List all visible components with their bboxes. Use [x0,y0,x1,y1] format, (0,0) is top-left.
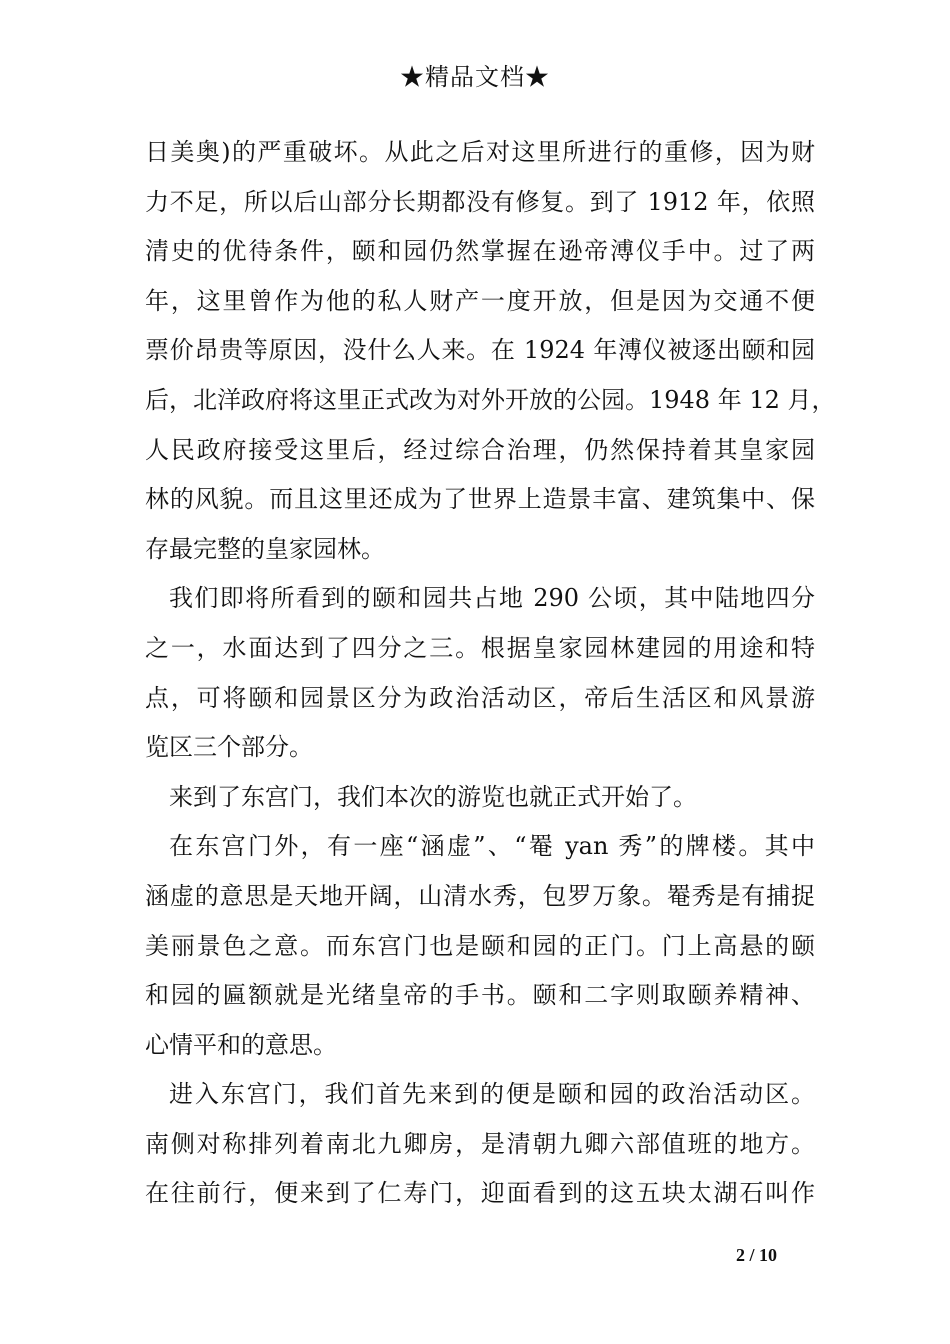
text-line: 之一，水面达到了四分之三。根据皇家园林建园的用途和特 [145,633,815,662]
text-line: 力不足，所以后山部分长期都没有修复。到了 1912 年，依照 [145,187,815,216]
text-line: 存最完整的皇家园林。 [145,534,385,563]
text-line: 票价昂贵等原因，没什么人来。在 1924 年溥仪被逐出颐和园 [145,336,815,365]
text-line: 和园的匾额就是光绪皇帝的手书。颐和二字则取颐养精神、 [145,981,815,1010]
text-line: 年，这里曾作为他的私人财产一度开放，但是因为交通不便 [145,286,815,315]
paragraph-4 [145,822,815,1070]
text-line: 日美奥)的严重破坏。从此之后对这里所进行的重修，因为财 [145,138,815,166]
paragraph-3 [145,773,815,823]
paragraph-1 [145,128,836,574]
text-line: 心情平和的意思。 [145,1030,337,1059]
text-line: 览区三个部分。 [145,733,313,762]
text-line: 来到了东宫门，我们本次的游览也就正式开始了。 [169,782,697,811]
page-number: 2 / 10 [736,1245,778,1265]
document-header [0,62,950,92]
text-line: 林的风貌。而且这里还成为了世界上造景丰富、建筑集中、保 [145,485,815,514]
text-line: 我们即将所看到的颐和园共占地 290 公顷，其中陆地四分 [169,584,815,613]
text-line: 清史的优待条件，颐和园仍然掌握在逊帝溥仪手中。过了两 [145,237,815,266]
document-body [145,128,836,1219]
text-line: 进入东宫门，我们首先来到的便是颐和园的政治活动区。 [169,1080,815,1109]
text-line: 涵虚的意思是天地开阔，山清水秀，包罗万象。罨秀是有捕捉 [145,881,815,910]
paragraph-2 [145,574,815,772]
text-line: 人民政府接受这里后，经过综合治理，仍然保持着其皇家园 [145,435,815,464]
text-line: 美丽景色之意。而东宫门也是颐和园的正门。门上高悬的颐 [145,931,815,960]
text-line: 在往前行，便来到了仁寿门，迎面看到的这五块太湖石叫作 [145,1179,815,1208]
text-line: 在东宫门外，有一座“涵虚”、“罨 yan 秀”的牌楼。其中 [169,832,815,861]
text-line: 点，可将颐和园景区分为政治活动区，帝后生活区和风景游 [145,683,815,712]
paragraph-5 [145,1070,815,1219]
text-line: 后，北洋政府将这里正式改为对外开放的公园。1948 年 12 月， [145,385,836,414]
text-line: 南侧对称排列着南北九卿房，是清朝九卿六部值班的地方。 [145,1129,815,1158]
header-title: ★精品文档★ [400,63,550,91]
